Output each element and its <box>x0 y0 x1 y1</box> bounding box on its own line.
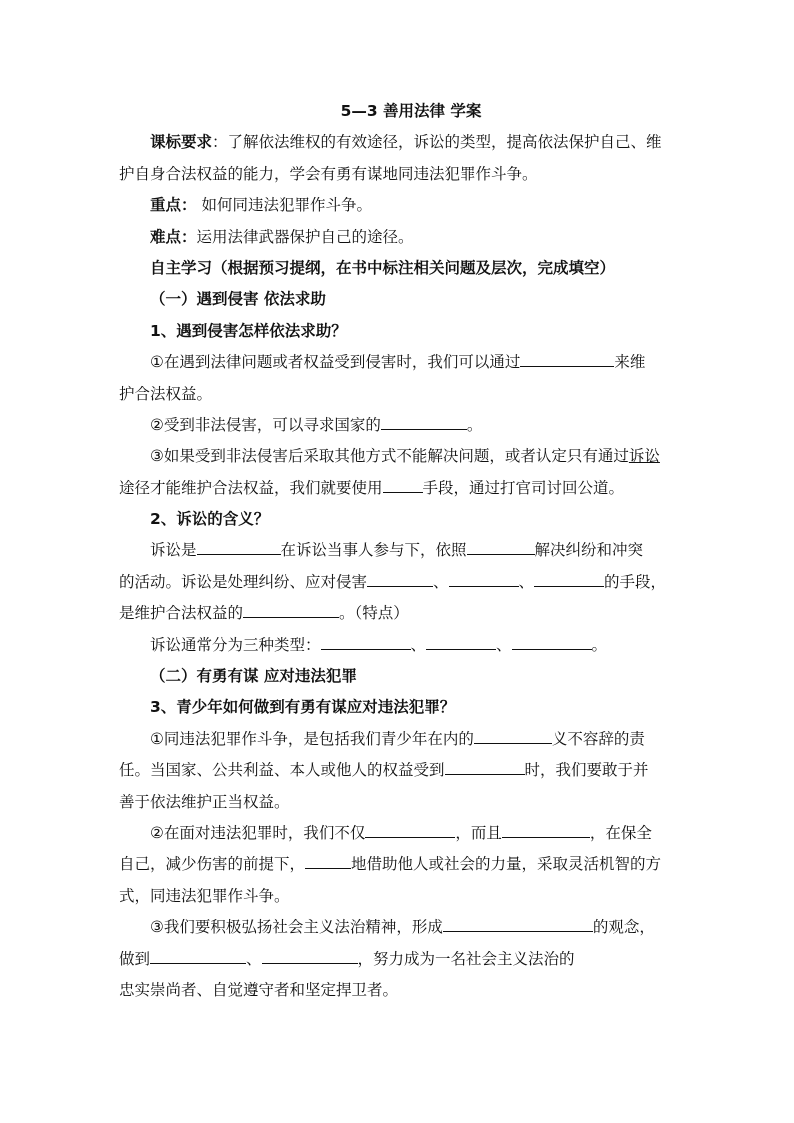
question-1-heading: 1、遇到侵害怎样依法求助？ <box>150 321 347 340</box>
q1-answer-1-line-2: 护合法权益。 <box>119 384 213 403</box>
section-1-heading: （一）遇到侵害 依法求助 <box>150 290 326 309</box>
fill-blank[interactable] <box>381 412 467 430</box>
fill-blank[interactable] <box>426 632 496 650</box>
fill-blank[interactable] <box>445 757 525 775</box>
q2-line-1: 诉讼是 在诉讼当事人参与下，依照 解决纠纷和冲突 <box>119 535 679 566</box>
fill-blank[interactable] <box>150 946 246 964</box>
fill-blank[interactable] <box>367 569 433 587</box>
underlined-term: 诉讼 <box>628 447 660 466</box>
page-title: 5—3 善用法律 学案 <box>340 102 482 120</box>
fill-blank[interactable] <box>512 632 592 650</box>
q1-answer-3-line-2: 途径才能维护合法权益，我们就要使用 手段，通过打官司讨回公道。 <box>119 473 679 504</box>
fill-blank[interactable] <box>467 537 535 555</box>
q1-answer-2: ②受到非法侵害，可以寻求国家的 。 <box>119 410 679 441</box>
q3-answer-1-line-2: 任。当国家、公共利益、本人或他人的权益受到 时，我们要敢于并 <box>119 755 679 786</box>
q2-line-2: 的活动。诉讼是处理纠纷、应对侵害 、 、 的手段， <box>119 567 679 598</box>
requirements-line-2: 护自身合法权益的能力，学会有勇有谋地同违法犯罪作斗争。 <box>119 164 538 183</box>
question-3-heading: 3、青少年如何做到有勇有谋应对违法犯罪？ <box>150 698 456 717</box>
q3-answer-2-line-2: 自己，减少伤害的前提下， 地借助他人或社会的力量，采取灵活机智的方 <box>119 849 679 880</box>
fill-blank[interactable] <box>321 632 411 650</box>
q3-answer-3-line-2: 做到 、 ，努力成为一名社会主义法治的 <box>119 944 679 975</box>
question-2-heading: 2、诉讼的含义？ <box>150 510 270 529</box>
self-study-heading: 自主学习（根据预习提纲，在书中标注相关问题及层次，完成填空） <box>150 258 616 277</box>
fill-blank[interactable] <box>197 537 281 555</box>
section-2-heading: （二）有勇有谋 应对违法犯罪 <box>150 667 357 686</box>
fill-blank[interactable] <box>383 475 423 493</box>
q3-answer-2-line-3: 式，同违法犯罪作斗争。 <box>119 886 290 905</box>
fill-blank[interactable] <box>243 600 339 618</box>
fill-blank[interactable] <box>520 349 614 367</box>
fill-blank[interactable] <box>534 569 604 587</box>
key-point: 重点： 如何同违法犯罪作斗争。 <box>150 196 372 215</box>
requirements-line-1: 课标要求：了解依法维权的有效途径，诉讼的类型，提高依法保护自己、维 <box>150 133 662 152</box>
fill-blank[interactable] <box>305 851 351 869</box>
fill-blank[interactable] <box>365 820 455 838</box>
q1-answer-3-line-1: ③如果受到非法侵害后采取其他方式不能解决问题，或者认定只有通过诉讼 <box>150 447 660 466</box>
q3-answer-3-line-3: 忠实崇尚者、自觉遵守者和坚定捍卫者。 <box>119 980 399 999</box>
q3-answer-1-line-1: ①同违法犯罪作斗争，是包括我们青少年在内的 义不容辞的责 <box>119 724 679 755</box>
fill-blank[interactable] <box>502 820 590 838</box>
q2-line-3: 是维护合法权益的 。（特点） <box>119 598 679 629</box>
fill-blank[interactable] <box>262 946 358 964</box>
q1-answer-1-line-1: ①在遇到法律问题或者权益受到侵害时，我们可以通过 来维 <box>119 347 679 378</box>
fill-blank[interactable] <box>449 569 519 587</box>
requirements-label: 课标要求 <box>150 133 213 152</box>
q3-answer-1-line-3: 善于依法维护正当权益。 <box>119 792 290 811</box>
worksheet-page <box>119 96 679 1006</box>
q2-line-4: 诉讼通常分为三种类型： 、 、 。 <box>119 630 679 661</box>
q3-answer-2-line-1: ②在面对违法犯罪时，我们不仅 ，而且 ，在保全 <box>119 818 679 849</box>
fill-blank[interactable] <box>443 914 593 932</box>
difficulty: 难点：运用法律武器保护自己的途径。 <box>150 227 414 246</box>
q3-answer-3-line-1: ③我们要积极弘扬社会主义法治精神，形成 的观念， <box>119 912 679 943</box>
fill-blank[interactable] <box>474 726 552 744</box>
